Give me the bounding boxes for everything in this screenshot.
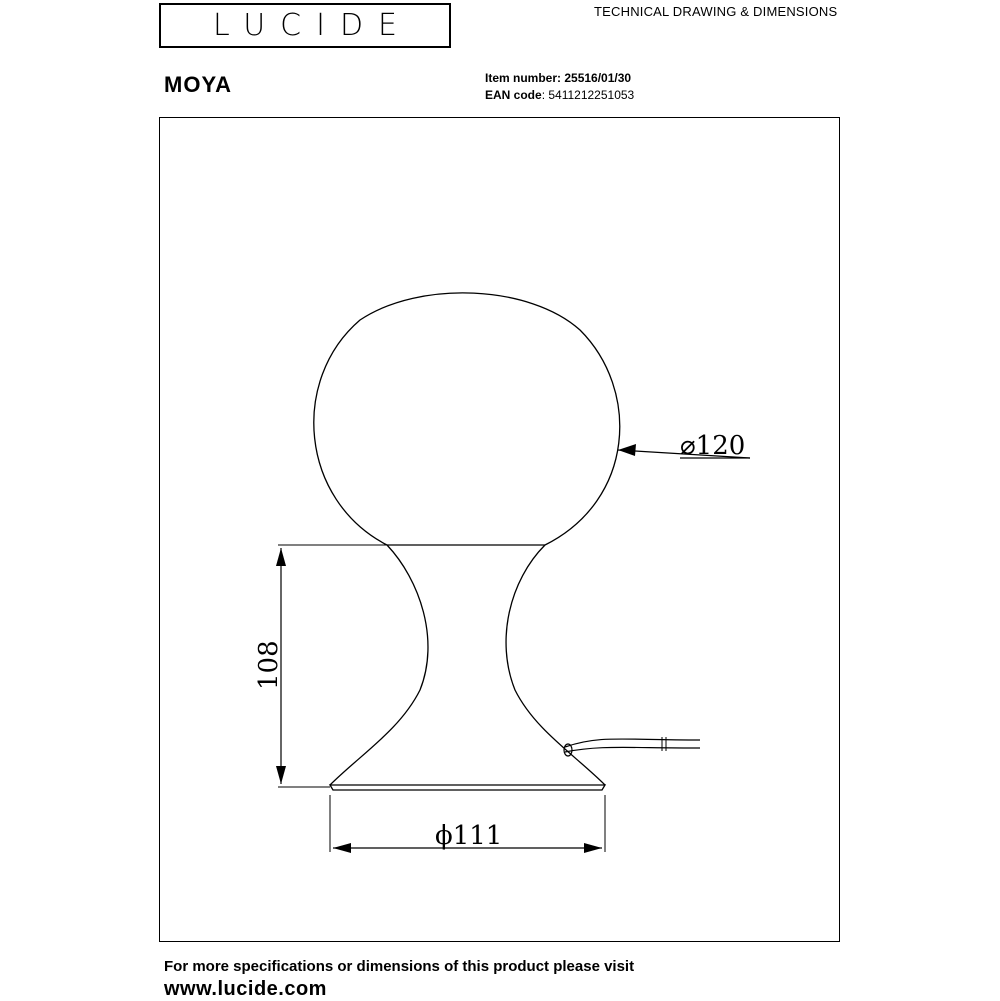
footer-note: For more specifications or dimensions of this product please visit — [164, 958, 635, 975]
ean-code-value: : 5411212251053 — [541, 88, 635, 102]
base-arrow-left — [333, 843, 351, 853]
power-cord — [565, 739, 700, 752]
document-title: TECHNICAL DRAWING & DIMENSIONS — [594, 4, 838, 19]
item-number-value: : 25516/01/30 — [557, 71, 632, 85]
lamp-globe — [314, 293, 620, 545]
item-number-label: Item number — [485, 71, 558, 85]
height-arrow-bottom — [276, 766, 286, 784]
footer-website-link[interactable]: www.lucide.com — [164, 978, 327, 1000]
globe-diameter-arrowhead — [618, 444, 636, 456]
brand-logo-text: LUCIDE — [212, 8, 413, 43]
height-label: 108 — [254, 640, 284, 690]
ean-code-label: EAN code — [485, 88, 542, 102]
base-arrow-right — [584, 843, 602, 853]
lamp-base-left — [330, 545, 428, 785]
base-diameter-label: ϕ111 — [435, 821, 503, 851]
lamp-base-plate — [330, 785, 605, 790]
height-arrow-top — [276, 548, 286, 566]
globe-diameter-label: ⌀120 — [680, 431, 746, 461]
product-name: MOYA — [164, 72, 232, 97]
